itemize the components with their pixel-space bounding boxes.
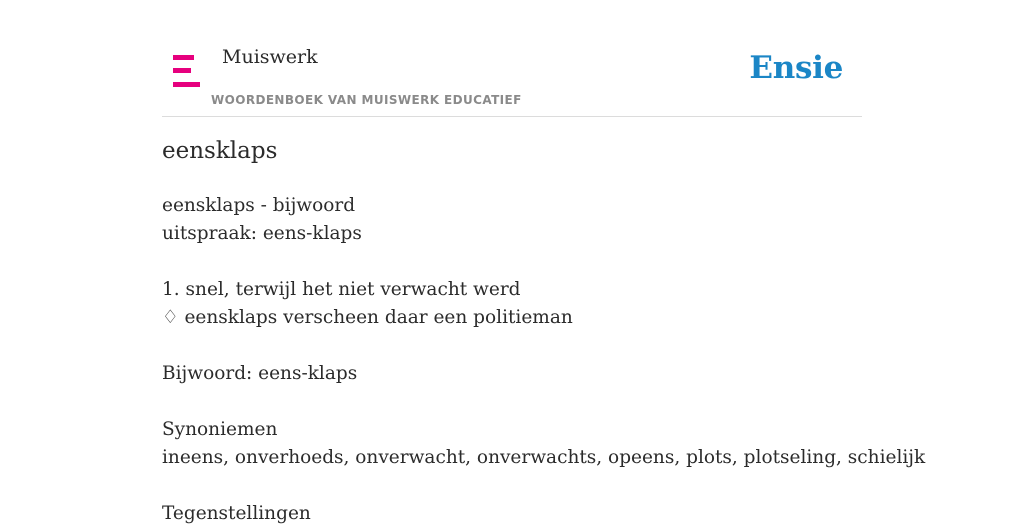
entry-line: Bijwoord: eens-klaps <box>162 363 358 384</box>
entry-line <box>162 248 882 276</box>
brand-name[interactable]: Muiswerk <box>222 46 318 68</box>
headword: eensklaps <box>162 138 278 164</box>
entry-line: ♢ eensklaps verscheen daar een politieman <box>162 307 573 328</box>
entry-line: 1. snel, terwijl het niet verwacht werd <box>162 279 521 300</box>
page <box>162 0 926 524</box>
ensie-logo[interactable]: Ensie <box>749 50 843 86</box>
muiswerk-logo-icon[interactable] <box>173 55 200 87</box>
entry-line <box>162 472 882 500</box>
entry-body <box>162 192 926 528</box>
entry-line <box>162 332 882 360</box>
entry-line: ineens, onverhoeds, onverwacht, onverwachts, opeens, plots, plotseling, schielijk <box>162 447 926 468</box>
entry-line: Tegenstellingen <box>162 503 311 524</box>
entry-line: Synoniemen <box>162 419 278 440</box>
entry-line: uitspraak: eens-klaps <box>162 223 362 244</box>
entry-line <box>162 388 882 416</box>
brand-subtitle: WOORDENBOEK VAN MUISWERK EDUCATIEF <box>211 93 522 107</box>
entry-line: eensklaps - bijwoord <box>162 195 356 216</box>
header <box>162 0 862 117</box>
